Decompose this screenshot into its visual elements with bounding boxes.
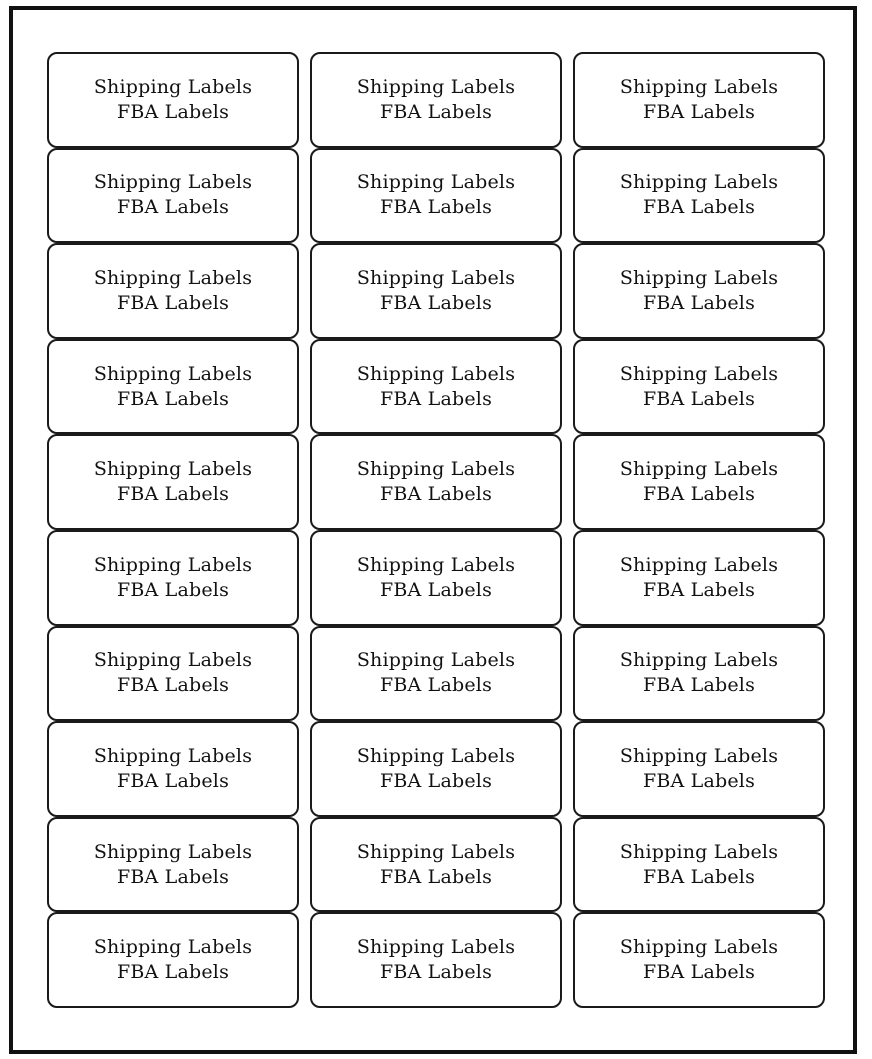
label-line-2: FBA Labels <box>116 961 230 984</box>
label-line-1: Shipping Labels <box>93 649 253 672</box>
label-line-2: FBA Labels <box>116 100 230 123</box>
label-cell <box>573 339 825 435</box>
label-line-1: Shipping Labels <box>356 362 516 385</box>
label-cell <box>47 243 299 339</box>
label-line-1: Shipping Labels <box>356 75 516 98</box>
label-line-1: Shipping Labels <box>356 266 516 289</box>
label-cell <box>47 817 299 913</box>
label-sheet <box>9 6 857 1054</box>
label-line-2: FBA Labels <box>116 196 230 219</box>
label-line-2: FBA Labels <box>379 291 493 314</box>
label-cell <box>573 721 825 817</box>
label-cell <box>310 434 562 530</box>
label-cell <box>573 148 825 244</box>
label-line-2: FBA Labels <box>116 674 230 697</box>
label-cell <box>310 243 562 339</box>
label-cell <box>573 52 825 148</box>
label-line-2: FBA Labels <box>116 387 230 410</box>
label-line-1: Shipping Labels <box>93 266 253 289</box>
label-line-1: Shipping Labels <box>619 362 779 385</box>
label-line-1: Shipping Labels <box>356 936 516 959</box>
label-cell <box>47 339 299 435</box>
label-line-2: FBA Labels <box>116 769 230 792</box>
label-line-2: FBA Labels <box>379 578 493 601</box>
label-line-2: FBA Labels <box>642 578 756 601</box>
label-line-1: Shipping Labels <box>619 840 779 863</box>
label-cell <box>573 817 825 913</box>
label-line-1: Shipping Labels <box>93 936 253 959</box>
label-cell <box>310 626 562 722</box>
label-line-2: FBA Labels <box>642 961 756 984</box>
label-cell <box>310 912 562 1008</box>
label-cell <box>573 912 825 1008</box>
label-cell <box>47 626 299 722</box>
label-line-1: Shipping Labels <box>93 840 253 863</box>
label-line-1: Shipping Labels <box>619 649 779 672</box>
label-line-1: Shipping Labels <box>356 171 516 194</box>
label-line-2: FBA Labels <box>642 291 756 314</box>
label-cell <box>47 148 299 244</box>
label-line-1: Shipping Labels <box>93 75 253 98</box>
label-line-1: Shipping Labels <box>93 744 253 767</box>
label-cell <box>310 721 562 817</box>
label-line-1: Shipping Labels <box>619 553 779 576</box>
label-cell <box>573 626 825 722</box>
label-line-2: FBA Labels <box>642 387 756 410</box>
label-line-1: Shipping Labels <box>619 936 779 959</box>
label-line-2: FBA Labels <box>642 865 756 888</box>
label-line-2: FBA Labels <box>642 196 756 219</box>
label-cell <box>310 52 562 148</box>
label-line-1: Shipping Labels <box>356 744 516 767</box>
label-cell <box>573 243 825 339</box>
label-line-2: FBA Labels <box>116 483 230 506</box>
label-line-2: FBA Labels <box>379 387 493 410</box>
label-line-2: FBA Labels <box>642 769 756 792</box>
label-cell <box>47 530 299 626</box>
label-line-1: Shipping Labels <box>93 362 253 385</box>
label-line-1: Shipping Labels <box>93 553 253 576</box>
label-cell <box>310 339 562 435</box>
label-cell <box>573 530 825 626</box>
label-line-2: FBA Labels <box>116 578 230 601</box>
label-line-2: FBA Labels <box>379 961 493 984</box>
label-line-1: Shipping Labels <box>619 171 779 194</box>
label-line-1: Shipping Labels <box>356 458 516 481</box>
label-line-1: Shipping Labels <box>619 744 779 767</box>
label-line-1: Shipping Labels <box>356 649 516 672</box>
label-line-1: Shipping Labels <box>619 266 779 289</box>
label-line-1: Shipping Labels <box>356 553 516 576</box>
label-cell <box>47 434 299 530</box>
label-line-2: FBA Labels <box>116 865 230 888</box>
label-line-1: Shipping Labels <box>619 458 779 481</box>
label-cell <box>310 148 562 244</box>
label-line-2: FBA Labels <box>379 196 493 219</box>
label-cell <box>47 721 299 817</box>
label-line-1: Shipping Labels <box>619 75 779 98</box>
label-cell <box>47 912 299 1008</box>
label-line-2: FBA Labels <box>379 483 493 506</box>
label-line-2: FBA Labels <box>642 483 756 506</box>
label-grid <box>47 52 825 1008</box>
label-cell <box>310 530 562 626</box>
label-line-2: FBA Labels <box>642 100 756 123</box>
label-cell <box>310 817 562 913</box>
label-line-2: FBA Labels <box>379 769 493 792</box>
label-line-2: FBA Labels <box>379 100 493 123</box>
label-line-2: FBA Labels <box>379 674 493 697</box>
label-line-2: FBA Labels <box>116 291 230 314</box>
label-cell <box>47 52 299 148</box>
label-line-1: Shipping Labels <box>93 458 253 481</box>
label-line-1: Shipping Labels <box>356 840 516 863</box>
label-line-1: Shipping Labels <box>93 171 253 194</box>
label-line-2: FBA Labels <box>642 674 756 697</box>
label-line-2: FBA Labels <box>379 865 493 888</box>
label-cell <box>573 434 825 530</box>
